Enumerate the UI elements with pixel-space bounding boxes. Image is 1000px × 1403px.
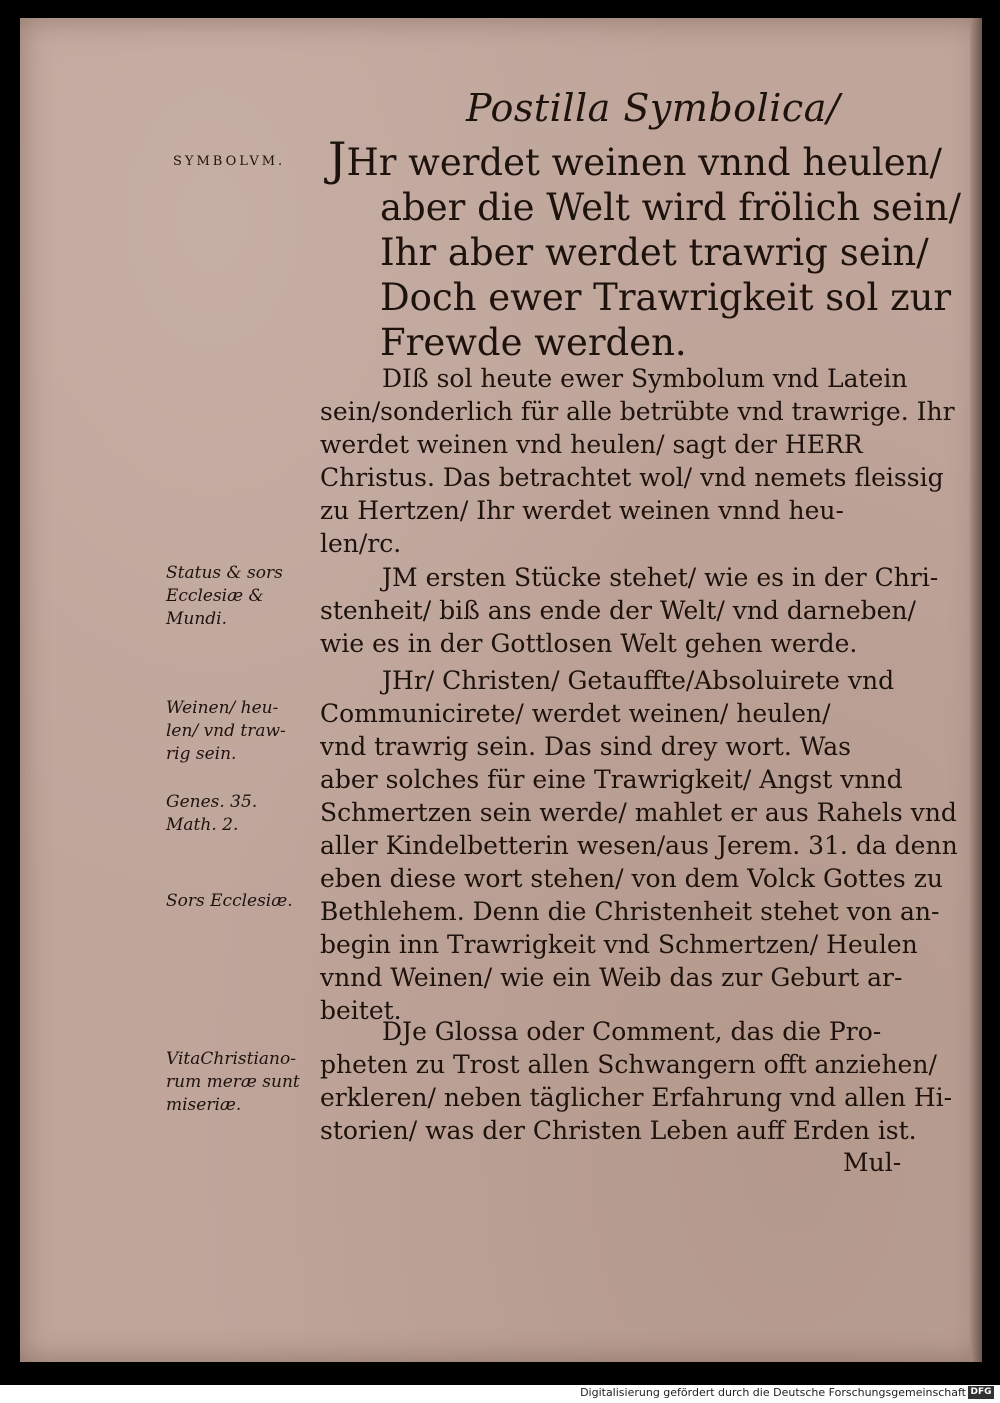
text-line: DJe Glossa oder Comment, das die Pro- [382, 1017, 882, 1046]
text-line: Bethlehem. Denn die Christenheit stehet von an- [320, 897, 940, 926]
text-line: aber solches für eine Trawrigkeit/ Angst vnnd [320, 765, 903, 794]
text-line: pheten zu Trost allen Schwangern offt anziehen/ [320, 1050, 937, 1079]
text-line: Schmertzen sein werde/ mahlet er aus Rahels vnd [320, 798, 957, 827]
symbolum-line: Frewde werden. [380, 321, 687, 364]
text-line: eben diese wort stehen/ von dem Volck Gottes zu [320, 864, 943, 893]
text-line: storien/ was der Christen Leben auff Erden ist. [320, 1116, 917, 1145]
symbolum-line: JHr werdet weinen vnnd heulen/ [328, 132, 942, 186]
text-line: erkleren/ neben täglicher Erfahrung vnd allen Hi- [320, 1083, 953, 1112]
paragraph-1 [320, 362, 955, 560]
text-line: JM ersten Stücke stehet/ wie es in der Chri- [382, 563, 939, 592]
symbolum-verse [328, 132, 961, 365]
text-line: werdet weinen vnd heulen/ sagt der HERR [320, 430, 863, 459]
symbolum-line: Doch ewer Trawrigkeit sol zur [380, 276, 952, 319]
margin-note: Sors Ecclesiæ. [166, 891, 293, 911]
text-line: stenheit/ biß ans ende der Welt/ vnd darneben/ [320, 596, 916, 625]
text-line: DIß sol heute ewer Symbolum vnd Latein [382, 364, 908, 393]
text-line: vnnd Weinen/ wie ein Weib das zur Geburt ar- [320, 963, 903, 992]
text-line: Communicirete/ werdet weinen/ heulen/ [320, 699, 831, 728]
text-line: vnd trawrig sein. Das sind drey wort. Was [320, 732, 852, 761]
text-line: wie es in der Gottlosen Welt gehen werde. [320, 629, 858, 658]
margin-note: Weinen/ heu- len/ vnd traw- rig sein. [166, 698, 286, 764]
paragraph-4 [320, 1015, 953, 1147]
text-line: zu Hertzen/ Ihr werdet weinen vnnd heu- [320, 496, 844, 525]
margin-note: VitaChristiano- rum meræ sunt miseriæ. [166, 1049, 300, 1115]
dfg-logo: DFG [968, 1386, 994, 1399]
page-edge [970, 18, 982, 1362]
text-line: beitet. [320, 996, 402, 1025]
symbolum-line: Ihr aber werdet trawrig sein/ [380, 231, 929, 274]
paragraph-3 [320, 664, 958, 1027]
text-line: aller Kindelbetterin wesen/aus Jerem. 31. da denn [320, 831, 958, 860]
text-line: Christus. Das betrachtet wol/ vnd nemets fleissig [320, 463, 944, 492]
paragraph-2 [320, 561, 939, 660]
margin-note: Status & sors Ecclesiæ & Mundi. [166, 563, 283, 629]
catchword: Mul- [843, 1148, 902, 1177]
margin-note: Genes. 35. Math. 2. [166, 792, 258, 835]
text-line: JHr/ Christen/ Getauffte/Absoluirete vnd [382, 666, 895, 695]
text-line: sein/sonderlich für alle betrübte vnd trawrige. Ihr [320, 397, 955, 426]
symbolum-margin-label: SYMBOLVM. [173, 154, 286, 169]
symbolum-line: aber die Welt wird frölich sein/ [380, 186, 961, 229]
text-line: len/rc. [320, 529, 402, 558]
running-head: Postilla Symbolica/ [466, 86, 841, 130]
text-line: begin inn Trawrigkeit vnd Schmertzen/ Heulen [320, 930, 918, 959]
footer-credit: Digitalisierung gefördert durch die Deutsche Forschungsgemeinschaft [580, 1386, 966, 1399]
symbolum-initial: J [328, 132, 347, 186]
